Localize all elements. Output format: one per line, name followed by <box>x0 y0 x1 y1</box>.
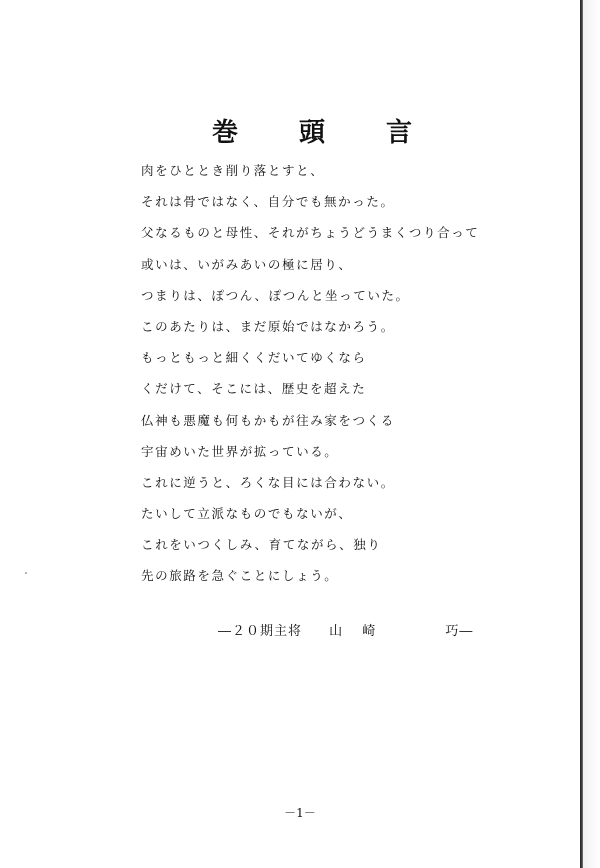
poem-line: 或いは、いがみあいの極に居り、 <box>141 256 353 272</box>
signature-name-part: 山 <box>329 624 344 639</box>
poem-line: 仏神も悪魔も何もかもが往み家をつくる <box>141 412 395 428</box>
poem-line: 肉をひととき削り落とすと、 <box>141 163 325 178</box>
poem-body <box>141 160 479 597</box>
scan-margin <box>583 0 600 868</box>
signature-role: ―２０期主将 <box>218 624 303 639</box>
poem-line: たいして立派なものでもないが、 <box>141 506 353 522</box>
poem-line: このあたりは、まだ原始ではなかろう。 <box>141 318 395 334</box>
signature-name-part: 巧― <box>445 624 474 639</box>
poem-line: それは骨ではなく、自分でも無かった。 <box>141 194 395 210</box>
poem-line: 宇宙めいた世界が拡っている。 <box>141 443 339 459</box>
poem-line: 父なるものと母性、それがちょうどうまくつり合って <box>141 225 480 241</box>
page-title <box>212 112 412 149</box>
poem-line: これをいつくしみ、育てながら、独り <box>141 537 382 553</box>
title-char-3: 言 <box>385 118 412 148</box>
poem-line: つまりは、ぽつん、ぽつんと坐っていた。 <box>141 287 410 303</box>
title-char-1: 巻 <box>212 118 239 148</box>
author-signature <box>218 620 474 639</box>
scan-speck <box>25 572 27 574</box>
title-char-2: 頭 <box>298 118 325 148</box>
page-number: －1－ <box>284 806 316 820</box>
signature-name-part: 崎 <box>362 624 377 639</box>
poem-line: 先の旅路を急ぐことにしょう。 <box>141 568 339 584</box>
poem-line: もっともっと細くくだいてゆくなら <box>141 350 367 366</box>
poem-line: くだけて、そこには、歴史を超えた <box>141 381 367 397</box>
poem-line: これに逆うと、ろくな目には合わない。 <box>141 474 395 490</box>
